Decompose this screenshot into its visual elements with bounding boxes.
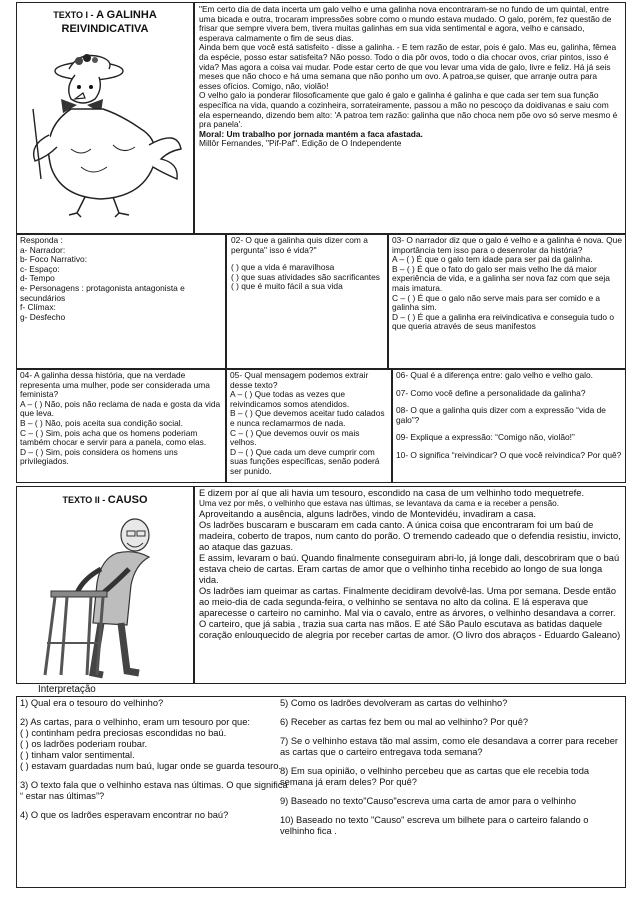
interp-question-3: 3) O texto fala que o velhinho estava nas últimas. O que significa “ estar nas últimas”? [20, 780, 288, 801]
interpretation-right-column [280, 698, 622, 837]
q2-option: ( ) que suas atividades são sacrificantes [231, 271, 380, 282]
interp-question-7: 7) Se o velhinho estava tão mal assim, como ele desandava a correr para receber as cartas que o carteiro entregava toda semana? [280, 736, 618, 757]
texto1-paragraph-3: O velho galo ia ponderar filosoficamente que galo é galo e galinha é galinha e que cada ser tem sua função específica na vida, quando a cozinheira, sorrateiramente, passou a mão no pescoço da doidivanas e saiu com ela esperneando, dizendo bem alto: 'A patroa tem razão: galinha que não choca nem põe ovo só serve mesmo é pra panela'. [199, 90, 618, 130]
texto1-title: TEXTO I - A GALINHA REIVINDICATIVA [53, 9, 157, 35]
questions-6-to-10-cell [392, 369, 626, 483]
question-7: 07- Como você define a personalidade da galinha? [396, 387, 586, 398]
question-8: 08- O que a galinha quis dizer com a expressão “vida de galo”? [396, 405, 606, 425]
q2-option: ( ) que a vida é maravilhosa [231, 262, 335, 273]
q1-line: e- Personagens : protagonista antagonista e secundários [20, 282, 185, 303]
interp-question-8: 8) Em sua opinião, o velhinho percebeu que as cartas que ele recebia toda semana já eram deles? Por quê? [280, 766, 590, 787]
q3-option: A – ( ) É que o galo tem idade para ser pai da galinha. [392, 254, 593, 265]
q1-line: f- Clímax: [20, 302, 56, 313]
interp-option: ( ) tinham valor sentimental. [20, 750, 135, 760]
texto1-moral: Moral: Um trabalho por jornada mantém a faca afastada. [199, 128, 423, 139]
q2-prompt: 02- O que a galinha quis dizer com a pergunta" isso é vida?" [231, 235, 368, 255]
q1-line: c- Espaço: [20, 263, 60, 274]
hen-illustration [21, 49, 191, 219]
q3-option: B – ( ) É que o fato do galo ser mais velho lhe dá maior experiência de vida, e a galinha ser nova faz com que seja mais imatura. [392, 263, 610, 293]
texto2-illustration-cell [16, 486, 194, 684]
q4-option: B – ( ) Não, pois aceita sua condição social. [20, 417, 183, 428]
texto2-text-cell [194, 486, 626, 684]
interpretation-left-column [20, 698, 288, 821]
texto1-illustration-cell [16, 2, 194, 234]
q1-line: g- Desfecho [20, 311, 66, 322]
interp-question-4: 4) O que os ladrões esperavam encontrar no baú? [20, 810, 229, 820]
interp-option: ( ) os ladrões poderiam roubar. [20, 739, 148, 749]
q5-prompt: 05- Qual mensagem podemos extrair desse texto? [230, 370, 369, 390]
q4-prompt: 04- A galinha dessa história, que na verdade representa uma mulher, pode ser considerada uma feminista? [20, 370, 210, 400]
q5-option: A – ( ) Que todas as vezes que reivindicamos somos atendidos. [230, 389, 350, 409]
q5-option: C – ( ) Que devemos ouvir os mais velhos. [230, 427, 360, 448]
texto2-title: TEXTO II - CAUSO [62, 494, 148, 506]
interp-question-6: 6) Receber as cartas fez bem ou mal ao velhinho? Por quê? [280, 717, 529, 727]
texto1-source: Millôr Fernandes, "Pif-Paf". Edição de O Independente [199, 138, 402, 149]
interp-question-2: 2) As cartas, para o velhinho, eram um tesouro por que: [20, 717, 250, 727]
question-5-cell [226, 369, 392, 483]
q1-line: d- Tempo [20, 273, 55, 284]
q4-option: D – ( ) Sim, pois considera os homens uns privilegiados. [20, 446, 178, 467]
interpretation-questions-cell [16, 696, 626, 888]
texto1-paragraph-2: Ainda bem que você está satisfeito - disse a galinha. - E tem razão de estar, pois é galo. Mas eu, galinha, fêmea da espécie, posso estar satisfeita? Não posso. Todo o dia pôr ovos, todo o dia chocar ovos, criar pintos, isso é vida? Mas agora a coisa vai mudar. Pode estar certo de que vou levar uma vida de galo, livre e feliz. Há já seis meses que não choco e há uma semana que não ponho um ovo. A patroa,se quiser, que arranje outra para esses ofícios. Comigo, não, violão! [199, 42, 617, 91]
question-2-cell [226, 234, 388, 369]
q1-line: a- Narrador: [20, 244, 66, 255]
question-10: 10- O significa “reivindicar? O que você reivindica? Por quê? [396, 449, 622, 460]
q1-line: Responda : [20, 235, 63, 245]
question-4-cell [16, 369, 226, 483]
q3-option: C – ( ) É que o galo não serve mais para ser comido e a galinha sim. [392, 292, 601, 313]
q1-line: b- Foco Narrativo: [20, 254, 88, 265]
q5-option: D – ( ) Que cada um deve cumprir com suas funções específicas, senão poderá ser punido. [230, 446, 380, 476]
texto2-paragraph-2: Uma vez por mês, o velhinho que estava nas últimas, se levantava da cama e ia receber a pensão. [199, 499, 559, 508]
q4-option: C – ( ) Sim, pois acha que os homens poderiam também chocar e servir para a panela, como elas. [20, 427, 207, 448]
q5-option: B – ( ) Que devemos aceitar tudo calados e nunca reclamarmos de nada. [230, 408, 385, 428]
q3-prompt: 03- O narrador diz que o galo é velho e a galinha é nova. Que importância tem isso para o desenrolar da história? [392, 235, 623, 255]
q2-option: ( ) que é muito fácil a sua vida [231, 281, 343, 292]
question-1-cell [16, 234, 226, 369]
interp-question-1: 1) Qual era o tesouro do velhinho? [20, 698, 164, 708]
interp-question-10: 10) Baseado no texto "Causo" escreva um bilhete para o carteiro falando o velhinho fica . [280, 815, 589, 836]
texto2-paragraph-3: Aproveitando a ausência, alguns ladrões, vindo de Montevidéu, invadiram a casa. Os ladrões buscaram e buscaram em cada canto. A única coisa que encontraram foi um baú de madeira, coberto de trapos, num canto do porão. O tremendo cadeado que o defendia resistiu, invicto, ao ataque das gazuas. E assim, levaram o baú. Quando finalmente conseguiram abri-lo, já longe dali, descobriram que o baú estava cheio de cartas. Eram cartas de amor que o velhinho tinha recebido ao longo de sua longa vida. Os ladrões iam queimar as cartas. Finalmente decidiram devolvê-las. Uma por semana. Desde então ao meio-dia de cada segunda-feira, o velhinho se sentava no alto da colina. E lá esperava que aparecesse o carteiro no caminho. Mal via o cavalo, entre as árvores, o velhinho desandava a correr. O carteiro, que já sabia , trazia sua carta nas mãos. E até São Paulo escutava as batidas daquele coração enlouquecido de alegria por receber cartas de amor. (O livro dos abraços - Eduardo Galeano) [199, 509, 621, 640]
interp-question-5: 5) Como os ladrões devolveram as cartas do velhinho? [280, 698, 508, 708]
q3-option: D – ( ) É que a galinha era reivindicativa e conseguia tudo o que queria através de seus manifestos [392, 311, 615, 332]
interp-option: ( ) estavam guardadas num baú, lugar onde se guarda tesouro. [20, 761, 281, 771]
texto1-paragraph-1: "Em certo dia de data incerta um galo velho e uma galinha nova encontraram-se no fundo de um quintal, entre uma bicada e outra, trocaram impressões sobre como o mundo estava mudado. O galo, porém, fez questão de frisar que sempre vivera bem, tivera muitas galinhas em sua vida sentimental e agora, velho e cansado, esperava calmamente o fim de seus dias. [199, 4, 612, 43]
interpretation-heading: Interpretação [38, 684, 96, 695]
old-man-walker-illustration [31, 513, 181, 681]
question-3-cell [388, 234, 626, 369]
q4-option: A – ( ) Não, pois não reclama de nada e gosta da vida que leva. [20, 398, 221, 419]
question-6: 06- Qual é a diferença entre: galo velho e velho galo. [396, 370, 593, 380]
interp-question-9: 9) Baseado no texto"Causo"escreva uma carta de amor para o velhinho [280, 796, 577, 806]
texto1-text-cell [194, 2, 626, 234]
interp-option: ( ) continham pedra preciosas escondidas no baú. [20, 728, 227, 738]
question-9: 09- Explique a expressão: “Comigo não, violão!” [396, 432, 575, 443]
texto2-paragraph-1: E dizem por aí que ali havia um tesouro, escondido na casa de um velhinho todo mequetrefe. [199, 488, 585, 498]
